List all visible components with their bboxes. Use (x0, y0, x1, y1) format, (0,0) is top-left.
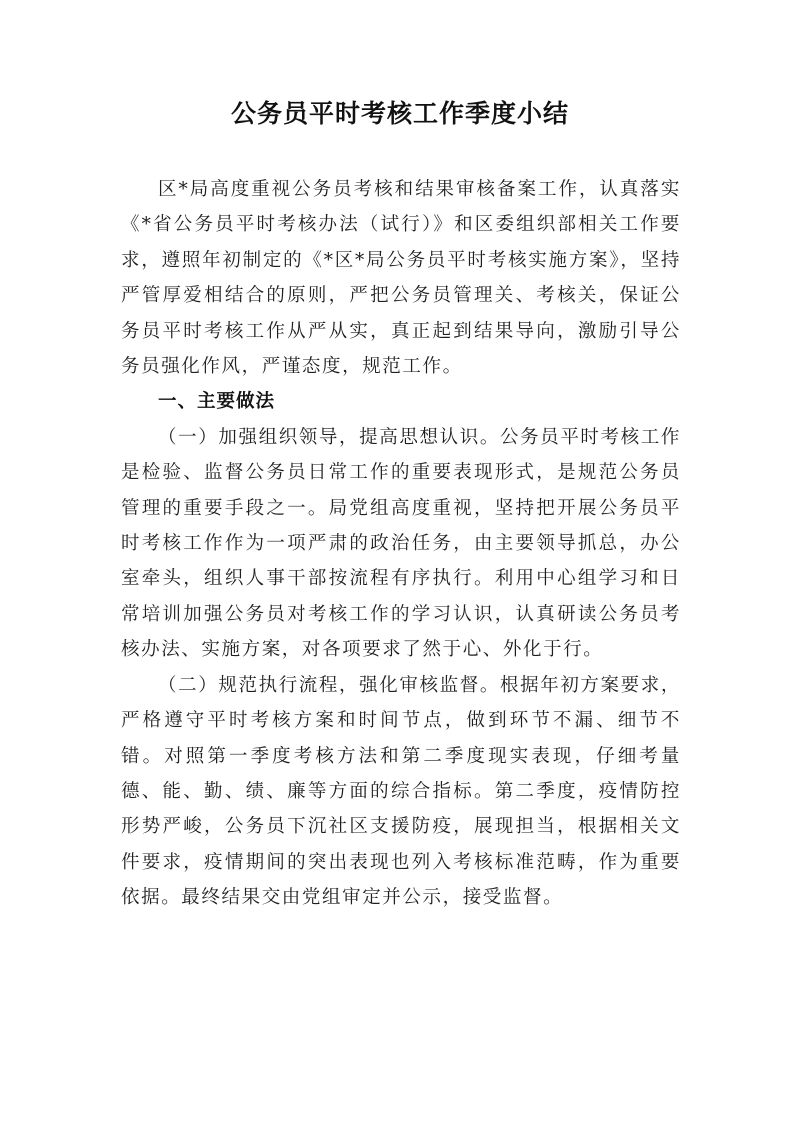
document-body (121, 172, 681, 916)
section-heading-main-practices: 一、主要做法 (158, 391, 276, 413)
document-title: 公务员平时考核工作季度小结 (230, 99, 569, 128)
paragraph-organization-leadership: （一）加强组织领导，提高思想认识。公务员平时考核工作是检验、监督公务员日常工作的重要表现形式，是规范公务员管理的重要手段之一。局党组高度重视，坚持把开展公务员平时考核工作作为一项严肃的政治任务，由主要领导抓总，办公室牵头，组织人事干部按流程有序执行。利用中心组学习和日常培训加强公务员对考核工作的学习认识，认真研读公务员考核办法、实施方案，对各项要求了然于心、外化于行。 (121, 426, 681, 661)
intro-paragraph: 区*局高度重视公务员考核和结果审核备案工作，认真落实《*省公务员平时考核办法（试行）》和区委组织部相关工作要求，遵照年初制定的《*区*局公务员平时考核实施方案》，坚持严管厚爱相结合的原则，严把公务员管理关、考核关，保证公务员平时考核工作从严从实，真正起到结果导向，激励引导公务员强化作风，严谨态度，规范工作。 (121, 179, 681, 378)
paragraph-process-supervision: （二）规范执行流程，强化审核监督。根据年初方案要求，严格遵守平时考核方案和时间节点，做到环节不漏、细节不错。对照第一季度考核方法和第二季度现实表现，仔细考量德、能、勤、绩、廉等方面的综合指标。第二季度，疫情防控形势严峻，公务员下沉社区支援防疫，展现担当，根据相关文件要求，疫情期间的突出表现也列入考核标准范畴，作为重要依据。最终结果交由党组审定并公示，接受监督。 (121, 674, 681, 909)
